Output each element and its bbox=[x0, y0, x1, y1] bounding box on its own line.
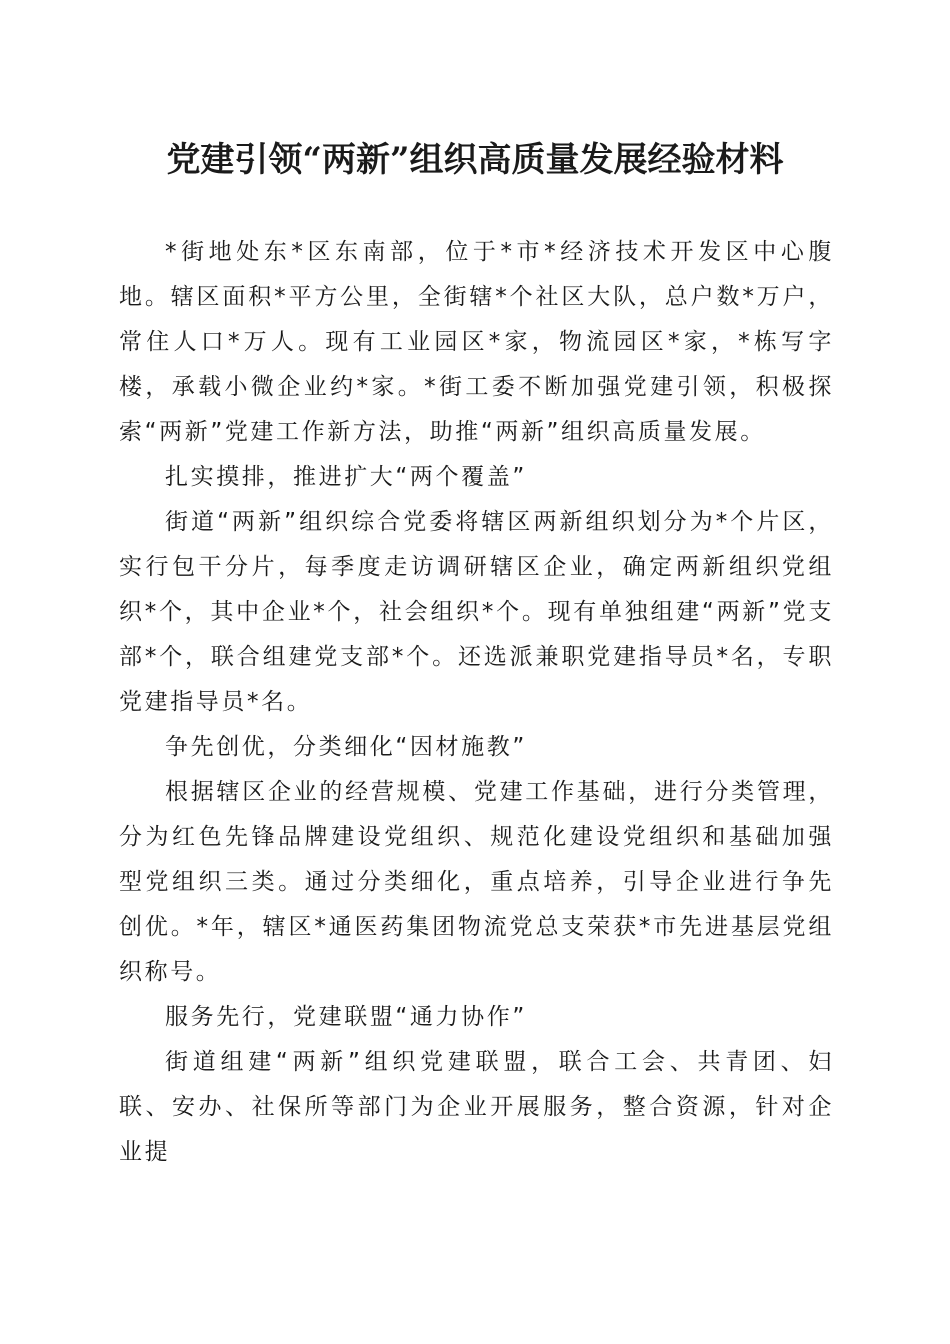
section-heading-alliance: 服务先行，党建联盟“通力协作” bbox=[165, 1004, 527, 1030]
classification-paragraph: 根据辖区企业的经营规模、党建工作基础，进行分类管理，分为红色先锋品牌建设党组织、规范化建设党组织和基础加强型党组织三类。通过分类细化，重点培养，引导企业进行争先创优。*年，辖区*通医药集团物流党总支荣获*市先进基层党组织称号。 bbox=[119, 779, 834, 985]
coverage-paragraph: 街道“两新”组织综合党委将辖区两新组织划分为*个片区，实行包干分片，每季度走访调研辖区企业，确定两新组织党组织*个，其中企业*个，社会组织*个。现有单独组建“两新”党支部*个，联合组建党支部*个。还选派兼职党建指导员*名，专职党建指导员*名。 bbox=[119, 509, 834, 715]
document-body bbox=[119, 230, 834, 1175]
alliance-paragraph: 街道组建“两新”组织党建联盟，联合工会、共青团、妇联、安办、社保所等部门为企业开展服务，整合资源，针对企业提 bbox=[119, 1049, 834, 1165]
section-heading-classification: 争先创优，分类细化“因材施教” bbox=[165, 734, 527, 760]
section-heading-coverage: 扎实摸排，推进扩大“两个覆盖” bbox=[165, 464, 527, 490]
document-title: 党建引领“两新”组织高质量发展经验材料 bbox=[166, 140, 784, 180]
intro-paragraph: *街地处东*区东南部，位于*市*经济技术开发区中心腹地。辖区面积*平方公里，全街辖*个社区大队，总户数*万户，常住人口*万人。现有工业园区*家，物流园区*家，*栋写字楼，承载小微企业约*家。*街工委不断加强党建引领，积极探索“两新”党建工作新方法，助推“两新”组织高质量发展。 bbox=[119, 239, 834, 445]
